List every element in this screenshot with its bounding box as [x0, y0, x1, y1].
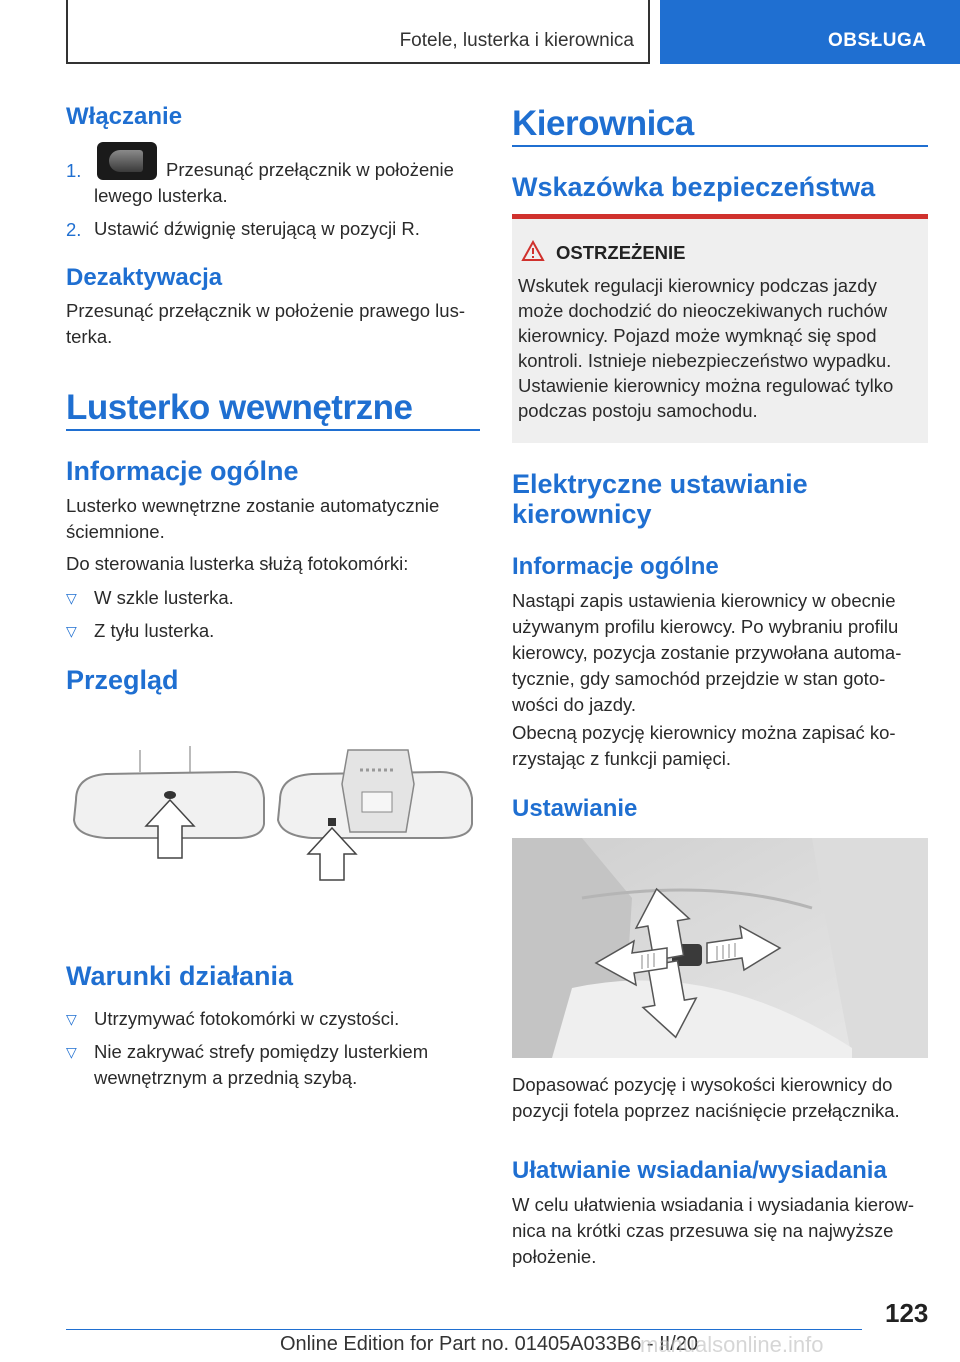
info-line: kierowcy, pozycja zostanie przywołana automa- — [512, 642, 902, 663]
ulatwianie-line: położenie. — [512, 1246, 597, 1267]
heading-informacje: Informacje ogólne — [66, 456, 299, 486]
dezaktywacja-text-cont: terka. — [66, 326, 113, 347]
warning-line: Ustawienie kierownicy można regulować tylko — [518, 375, 894, 396]
heading-dezaktywacja: Dezaktywacja — [66, 264, 223, 291]
bullet-triangle-icon: ▽ — [66, 623, 77, 639]
heading-informacje-ogolne: Informacje ogólne — [512, 553, 719, 580]
bullet-item: Nie zakrywać strefy pomiędzy lusterkiem — [94, 1041, 429, 1062]
step-2-number: 2. — [66, 219, 82, 240]
step-1-text-cont: lewego lusterka. — [94, 185, 228, 206]
heading-elektryczne-cont: kierownicy — [512, 499, 652, 529]
header-frame — [66, 0, 650, 64]
heading-lusterko: Lusterko wewnętrzne — [66, 388, 413, 427]
heading-wlaczanie: Włączanie — [66, 103, 183, 130]
ulatwianie-line: W celu ułatwienia wsiadania i wysiadania kierow- — [512, 1194, 915, 1215]
step-2-text: Ustawić dźwignię sterującą w pozycji R. — [94, 218, 420, 239]
footer-edition: Online Edition for Part no. 01405A033B6 - II/20 — [280, 1333, 699, 1355]
heading-warunki: Warunki działania — [66, 961, 294, 991]
info-line: Nastąpi zapis ustawienia kierownicy w obecnie — [512, 590, 896, 611]
warning-line: podczas postoju samochodu. — [518, 400, 758, 421]
bullet-item-cont: wewnętrznym a przednią szybą. — [94, 1067, 358, 1088]
info-line: tycznie, gdy samochód przejdzie w stan goto- — [512, 668, 886, 689]
ustawianie-line: pozycji fotela poprzez naciśnięcie przełącznika. — [512, 1100, 900, 1121]
heading-elektryczne: Elektryczne ustawianie — [512, 469, 808, 499]
warning-line: Wskutek regulacji kierownicy podczas jazdy — [518, 275, 877, 296]
warning-line: kierownicy. Pojazd może wymknąć się spod — [518, 325, 877, 346]
warning-label: OSTRZEŻENIE — [556, 242, 686, 263]
watermark: manualsonline.info — [640, 1332, 824, 1357]
bullet-item: Utrzymywać fotokomórki w czystości. — [94, 1008, 400, 1029]
heading-ulatwianie: Ułatwianie wsiadania/wysiadania — [512, 1157, 887, 1184]
heading-rule — [512, 145, 928, 147]
ulatwianie-line: nica na krótki czas przesuwa się na najwyższe — [512, 1220, 894, 1241]
page-number: 123 — [885, 1298, 929, 1328]
warning-line: kontroli. Istnieje niebezpieczeństwo wypadku. — [518, 350, 892, 371]
chapter-tab-label: OBSŁUGA — [828, 30, 927, 51]
info-text-cont: ściemnione. — [66, 521, 165, 542]
heading-wskazowka: Wskazówka bezpieczeństwa — [512, 172, 876, 202]
memory-line: Obecną pozycję kierownicy można zapisać ko- — [512, 722, 896, 743]
bullet-item: W szkle lusterka. — [94, 587, 234, 608]
steering-adjust-image — [512, 838, 928, 1058]
heading-rule — [66, 429, 480, 431]
info-text: Lusterko wewnętrzne zostanie automatycznie — [66, 495, 440, 516]
step-1-number: 1. — [66, 160, 82, 181]
section-title: Fotele, lusterka i kierownica — [399, 30, 634, 51]
step-1-text: Przesunąć przełącznik w położenie — [166, 159, 454, 180]
dezaktywacja-text: Przesunąć przełącznik w położenie prawego lus- — [66, 300, 465, 321]
bullet-item: Z tyłu lusterka. — [94, 620, 215, 641]
mirror-overview-image — [66, 740, 480, 890]
bullet-triangle-icon: ▽ — [66, 1044, 77, 1060]
mirror-switch-icon — [97, 142, 157, 180]
heading-ustawianie: Ustawianie — [512, 795, 638, 822]
heading-przeglad: Przegląd — [66, 665, 179, 695]
warning-line: może dochodzić do nieoczekiwanych ruchów — [518, 300, 888, 321]
warning-bar — [512, 214, 928, 219]
sensors-intro: Do sterowania lusterka służą fotokomórki: — [66, 553, 409, 574]
ustawianie-line: Dopasować pozycję i wysokości kierownicy do — [512, 1074, 893, 1095]
bullet-triangle-icon: ▽ — [66, 1011, 77, 1027]
info-line: używanym profilu kierowcy. Po wybraniu profilu — [512, 616, 899, 637]
chapter-tab[interactable] — [660, 0, 960, 64]
info-line: wości do jazdy. — [512, 694, 637, 715]
bullet-triangle-icon: ▽ — [66, 590, 77, 606]
memory-line: rzystając z funkcji pamięci. — [512, 748, 731, 769]
heading-kierownica: Kierownica — [512, 104, 694, 143]
warning-triangle-icon — [521, 240, 545, 262]
footer-rule — [66, 1329, 862, 1330]
